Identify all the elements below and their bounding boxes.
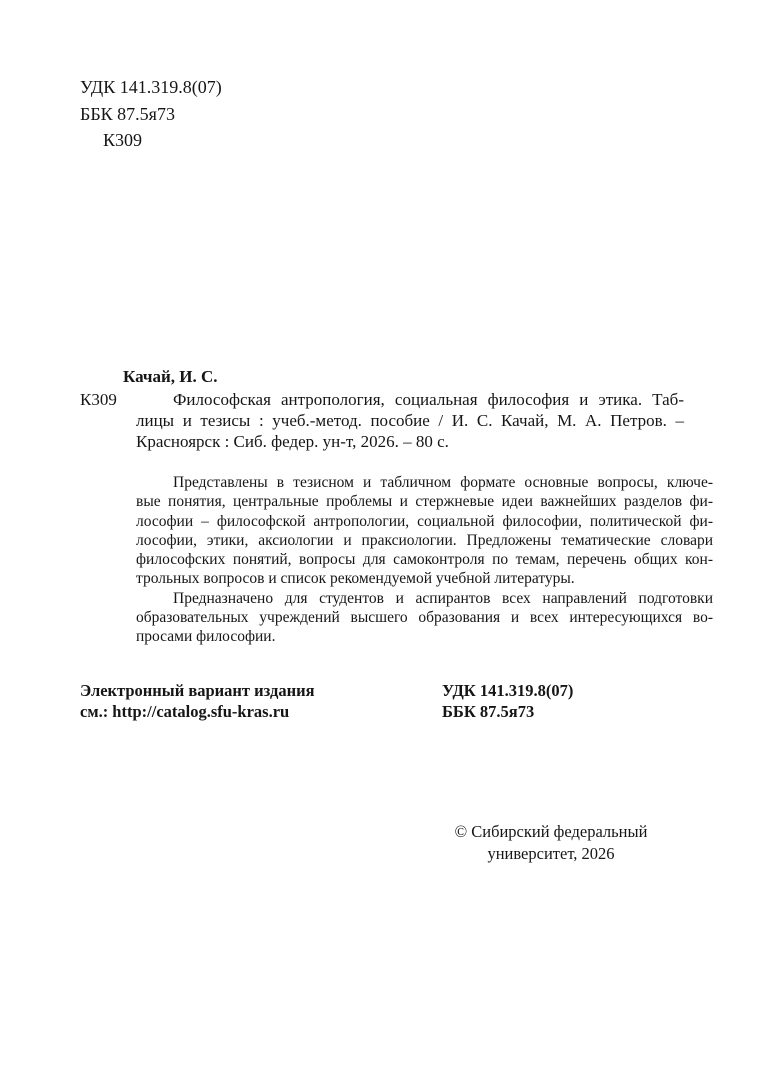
bbk-code: ББК 87.5я73 bbox=[80, 103, 175, 124]
author-sign-code: К309 bbox=[103, 130, 143, 150]
author-heading: Качай, И. С. bbox=[123, 367, 218, 386]
bibliographic-description bbox=[136, 389, 684, 452]
text-line: Философская антропология, социальная философия и этика. Таб- bbox=[173, 390, 684, 409]
copyright-line2: университет, 2026 bbox=[487, 843, 615, 863]
text-line: Представлены в тезисном и табличном формате основные вопросы, ключе- bbox=[173, 474, 713, 491]
bottom-codes-block bbox=[442, 681, 573, 722]
udc-code: УДК 141.319.8(07) bbox=[80, 77, 222, 97]
text-line: Предназначено для студентов и аспирантов всех направлений подготовки bbox=[173, 589, 713, 607]
text-line: философских понятий, вопросы для самоконтроля по темам, перечень общих кон- bbox=[136, 551, 713, 569]
text-line: образовательных учреждений высшего образования и всех интересующихся во- bbox=[136, 609, 713, 627]
annotation-paragraph-1 bbox=[136, 473, 713, 589]
udc-code-bottom: УДК 141.319.8(07) bbox=[442, 681, 574, 700]
annotation-block bbox=[136, 473, 713, 647]
bbk-code-bottom: ББК 87.5я73 bbox=[442, 701, 535, 721]
text-line: Красноярск : Сиб. федер. ун-т, 2026. – 80 с. bbox=[136, 432, 449, 451]
top-codes-block bbox=[80, 74, 222, 154]
copyright-notice bbox=[420, 821, 682, 864]
copyright-line1: © Сибирский федеральный bbox=[454, 822, 648, 841]
electronic-edition-label: Электронный вариант издания bbox=[80, 681, 315, 700]
text-line: лицы и тезисы : учеб.-метод. пособие / И. С. Качай, М. А. Петров. – bbox=[136, 411, 684, 430]
text-line: лософии, этики, аксиологии и праксиологии. Предложены тематические словари bbox=[136, 531, 713, 549]
text-line: просами философии. bbox=[136, 628, 276, 646]
text-line: вые понятия, центральные проблемы и стержневые идеи важнейших разделов фи- bbox=[136, 493, 713, 511]
electronic-edition-url: см.: http://catalog.sfu-kras.ru bbox=[80, 701, 290, 721]
text-line: трольных вопросов и список рекомендуемой учебной литературы. bbox=[136, 570, 575, 588]
annotation-paragraph-2 bbox=[136, 589, 713, 647]
electronic-edition-note bbox=[80, 681, 315, 722]
entry-code: К309 bbox=[80, 390, 117, 409]
text-line: лософии – философской антропологии, социальной философии, политической фи- bbox=[136, 512, 713, 530]
